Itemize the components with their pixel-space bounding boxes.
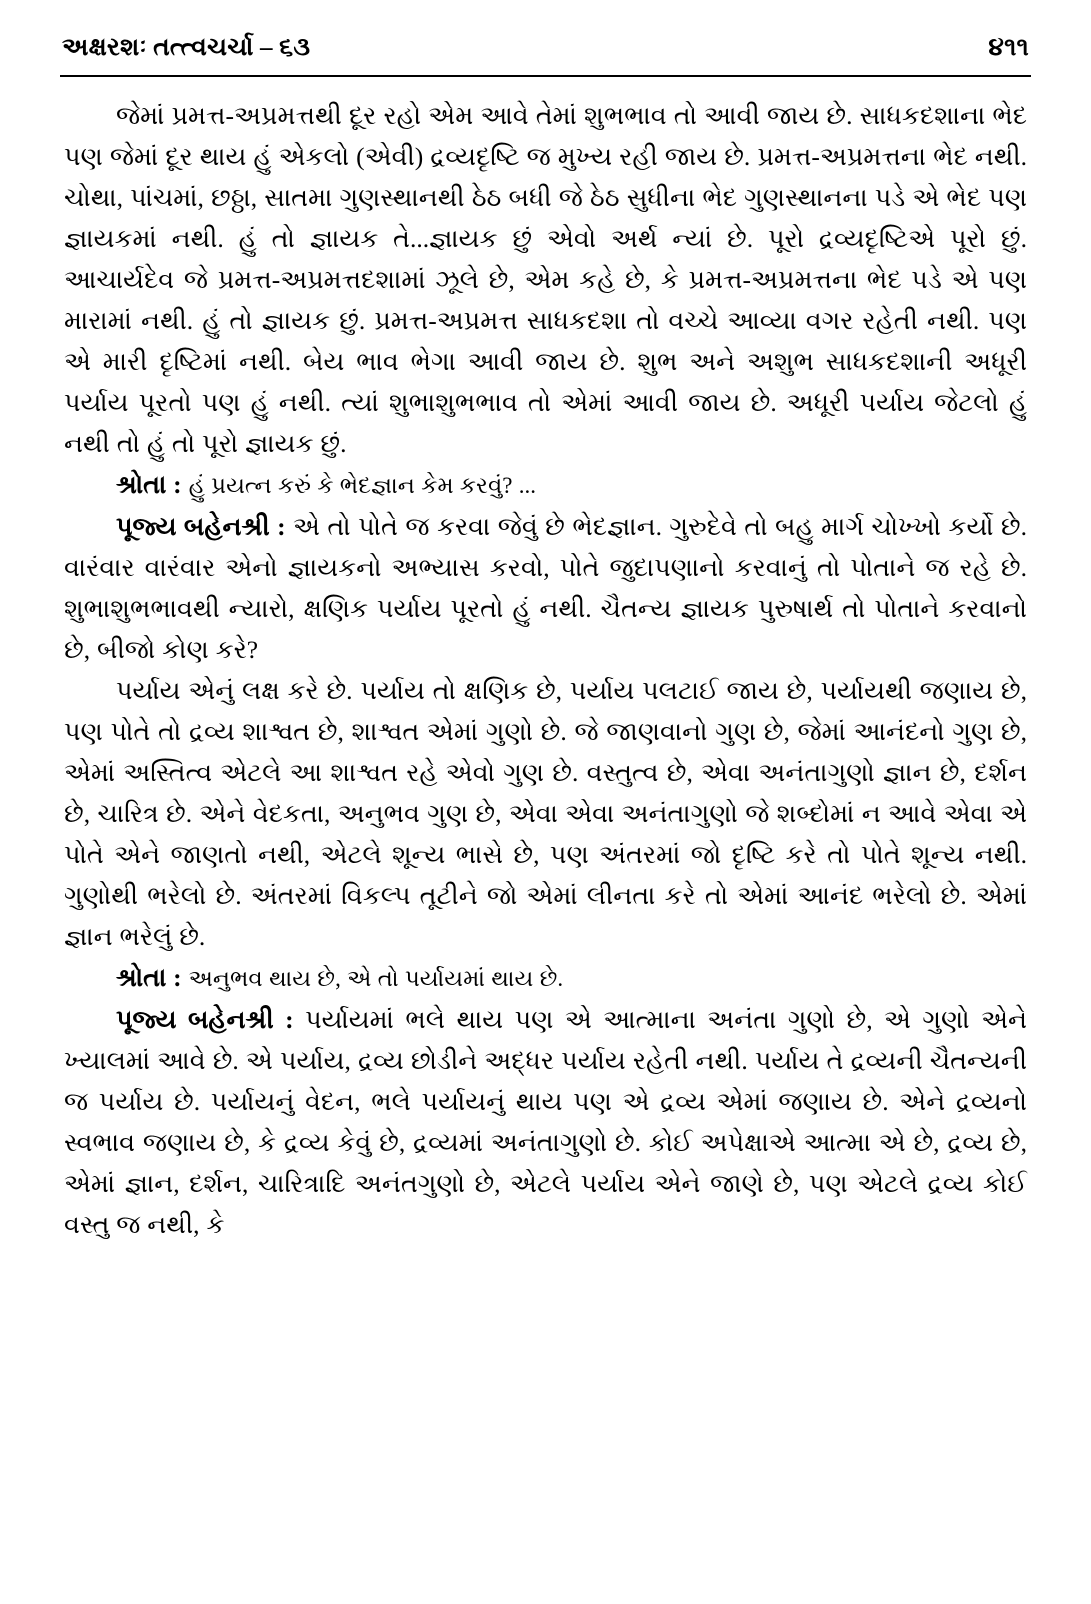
header-divider [60, 75, 1031, 77]
speaker-label-pujya-2: પૂજ્ય બહેનશ્રી : [116, 1005, 294, 1034]
paragraph-6 [64, 999, 1027, 1245]
paragraph-5-text: અનુભવ થાય છે, એ તો પર્યાયમાં થાય છે. [188, 966, 564, 991]
paragraph-5 [64, 957, 1027, 999]
paragraph-3-text: એ તો પોતે જ કરવા જેવું છે ભેદજ્ઞાન. ગુરુદેવે તો બહુ માર્ગ ચોખ્ખો કર્યો છે. વારંવાર વારંવાર એનો જ્ઞાયકનો અભ્યાસ કરવો, પોતે જુદાપણાનો કરવાનું તો પોતાને જ રહે છે. શુભાશુભભાવથી ન્યારો, ક્ષણિક પર્યાય પૂરતો હું નથી. ચૈતન્ય જ્ઞાયક પુરુષાર્થ તો પોતાને કરવાનો છે, બીજો કોણ કરે? [64, 512, 1027, 664]
paragraph-2-text: હું પ્રયત્ન કરું કે ભેદજ્ઞાન કેમ કરવું? ... [188, 473, 536, 498]
header-title: અક્ષરશઃ તત્ત્વચર્ચા – ૬૩ [62, 34, 311, 61]
page-number: ૪૧૧ [988, 34, 1029, 61]
speaker-label-shrota-1: શ્રોતા : [116, 470, 182, 499]
document-body [58, 95, 1033, 1245]
page-header [58, 34, 1033, 62]
paragraph-1: જેમાં પ્રમત્ત-અપ્રમત્તથી દૂર રહો એમ આવે તેમાં શુભભાવ તો આવી જાય છે. સાધકદશાના ભેદ પણ જેમાં દૂર થાય હું એકલો (એવી) દ્રવ્યદૃષ્ટિ જ મુખ્ય રહી જાય છે. પ્રમત્ત-અપ્રમત્તના ભેદ નથી. ચોથા, પાંચમાં, છઠ્ઠા, સાતમા ગુણસ્થાનથી ઠેઠ બધી જે ઠેઠ સુધીના ભેદ ગુણસ્થાનના પડે એ ભેદ પણ જ્ઞાયકમાં નથી. હું તો જ્ઞાયક તે...જ્ઞાયક છું એવો અર્થ ન્યાં છે. પૂરો દ્રવ્યદૃષ્ટિએ પૂરો છું. આચાર્યદેવ જે પ્રમત્ત-અપ્રમત્તદશામાં ઝૂલે છે, એમ કહે છે, કે પ્રમત્ત-અપ્રમત્તના ભેદ પડે એ પણ મારામાં નથી. હું તો જ્ઞાયક છું. પ્રમત્ત-અપ્રમત્ત સાધકદશા તો વચ્ચે આવ્યા વગર રહેતી નથી. પણ એ મારી દૃષ્ટિમાં નથી. બેય ભાવ ભેગા આવી જાય છે. શુભ અને અશુભ સાધકદશાની અધૂરી પર્યાય પૂરતો પણ હું નથી. ત્યાં શુભાશુભભાવ તો એમાં આવી જાય છે. અધૂરી પર્યાય જેટલો હું નથી તો હું તો પૂરો જ્ઞાયક છું. [64, 101, 1027, 458]
paragraph-6-text: પર્યાયમાં ભલે થાય પણ એ આત્માના અનંતા ગુણો છે, એ ગુણો એને ખ્યાલમાં આવે છે. એ પર્યાય, દ્રવ્ય છોડીને અદ્ધર પર્યાય રહેતી નથી. પર્યાય તે દ્રવ્યની ચૈતન્યની જ પર્યાય છે. પર્યાયનું વેદન, ભલે પર્યાયનું થાય પણ એ દ્રવ્ય એમાં જણાય છે. એને દ્રવ્યનો સ્વભાવ જણાય છે, કે દ્રવ્ય કેવું છે, દ્રવ્યમાં અનંતાગુણો છે. કોઈ અપેક્ષાએ આત્મા એ છે, દ્રવ્ય છે, એમાં જ્ઞાન, દર્શન, ચારિત્રાદિ અનંતગુણો છે, એટલે પર્યાય એને જાણે છે, પણ એટલે દ્રવ્ય કોઈ વસ્તુ જ નથી, કે [64, 1005, 1027, 1239]
paragraph-3 [64, 506, 1027, 670]
speaker-label-shrota-2: શ્રોતા : [116, 963, 182, 992]
paragraph-2 [64, 464, 1027, 506]
paragraph-4: પર્યાય એનું લક્ષ કરે છે. પર્યાય તો ક્ષણિક છે, પર્યાય પલટાઈ જાય છે, પર્યાયથી જણાય છે, પણ પોતે તો દ્રવ્ય શાશ્વત છે, શાશ્વત એમાં ગુણો છે. જે જાણવાનો ગુણ છે, જેમાં આનંદનો ગુણ છે, એમાં અસ્તિત્વ એટલે આ શાશ્વત રહે એવો ગુણ છે. વસ્તુત્વ છે, એવા અનંતાગુણો જ્ઞાન છે, દર્શન છે, ચારિત્ર છે. એને વેદકતા, અનુભવ ગુણ છે, એવા એવા અનંતાગુણો જે શબ્દોમાં ન આવે એવા એ પોતે એને જાણતો નથી, એટલે શૂન્ય ભાસે છે, પણ અંતરમાં જો દૃષ્ટિ કરે તો પોતે શૂન્ય નથી. ગુણોથી ભરેલો છે. અંતરમાં વિકલ્પ તૂટીને જો એમાં લીનતા કરે તો એમાં આનંદ ભરેલો છે. એમાં જ્ઞાન ભરેલું છે. [64, 676, 1027, 951]
speaker-label-pujya-1: પૂજ્ય બહેનશ્રી : [116, 512, 286, 541]
